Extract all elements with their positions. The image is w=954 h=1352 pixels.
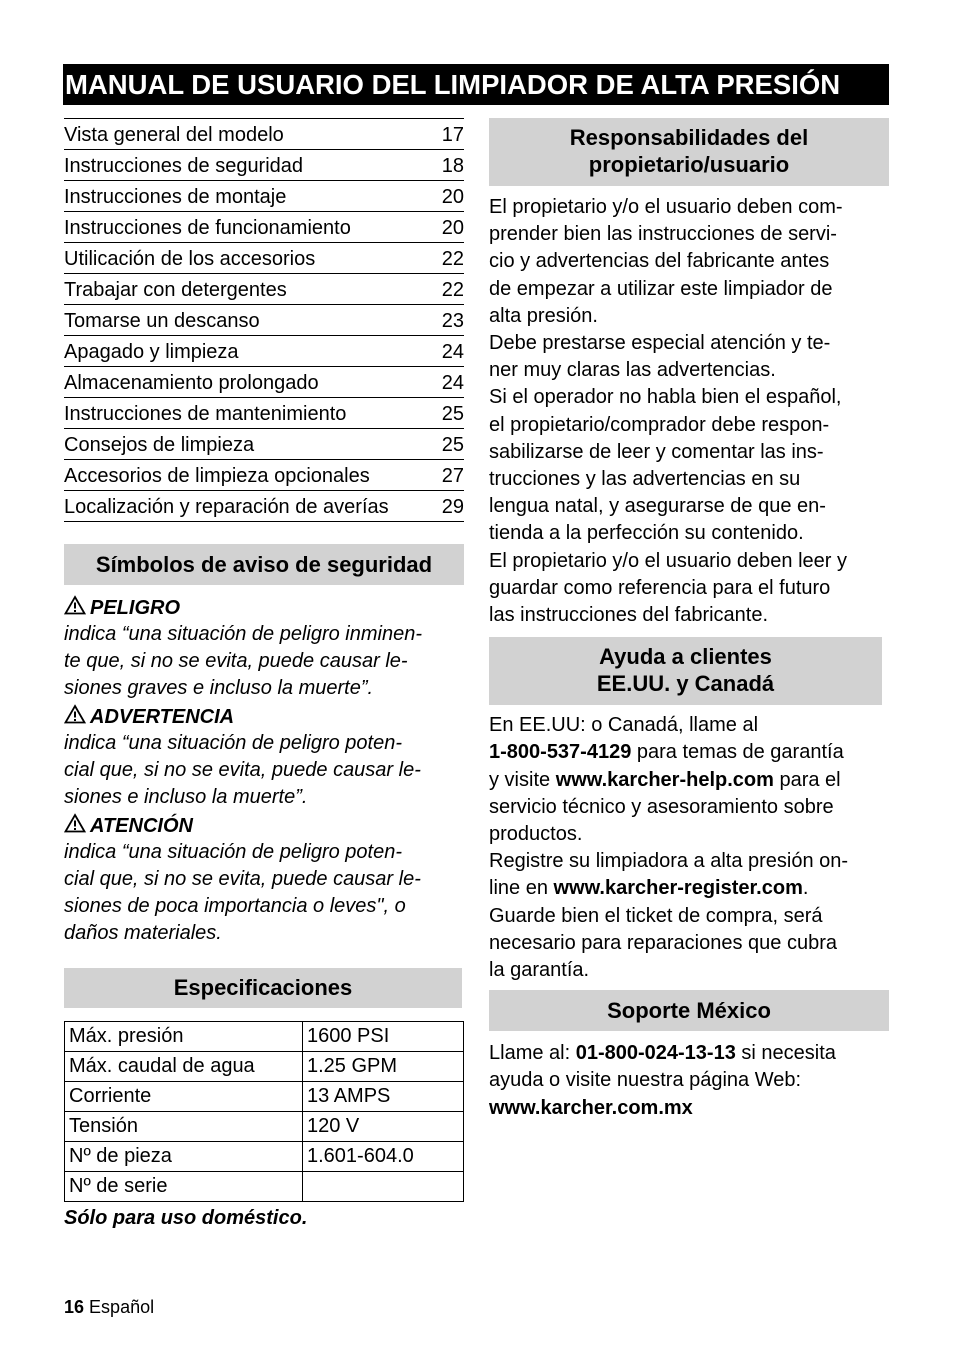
text-fragment: line en (489, 877, 554, 900)
safety-warnings (64, 595, 464, 947)
toc-row[interactable] (64, 243, 464, 274)
toc-label: Tomarse un descanso (64, 309, 260, 332)
toc-row[interactable] (64, 305, 464, 336)
warning-line: indica “una situación de peligro poten- (64, 841, 402, 863)
heading-line: Responsabilidades del (569, 125, 809, 150)
heading-line: propietario/usuario (588, 152, 790, 177)
paragraph-line: sabilizarse de leer y comentar las ins- (489, 440, 824, 463)
paragraph-line: de empezar a utilizar este limpiador de (489, 277, 833, 300)
paragraph-line (489, 767, 889, 794)
toc-row[interactable] (64, 367, 464, 398)
page-number: 16 (64, 1297, 85, 1317)
toc-page: 20 (441, 216, 464, 239)
warning-label-text: ADVERTENCIA (90, 706, 235, 728)
specs-table (64, 1021, 464, 1202)
paragraph-line: lengua natal, y asegurarse de que en- (489, 495, 826, 518)
spec-label: Tensión (65, 1112, 303, 1142)
warning-label-text: ATENCIÓN (90, 815, 193, 837)
table-row (65, 1112, 464, 1142)
paragraph-line: ayuda o visite nuestra página Web: (489, 1069, 802, 1092)
text-fragment: y visite (489, 768, 556, 791)
page-footer (64, 1297, 154, 1318)
warning-line: cial que, si no se evita, puede causar le- (64, 868, 421, 890)
paragraph-line: prender bien las instrucciones de servi- (489, 223, 837, 246)
paragraph-line: necesario para reparaciones que cubra (489, 931, 837, 954)
toc-page: 17 (441, 123, 464, 146)
text-fragment: para temas de garantía (631, 741, 844, 764)
warning-line: indica “una situación de peligro inminen- (64, 623, 422, 645)
table-row (65, 1172, 464, 1202)
right-column (489, 118, 889, 1122)
toc-row[interactable] (64, 119, 464, 150)
toc-label: Instrucciones de mantenimiento (64, 402, 347, 425)
paragraph-line (489, 875, 889, 902)
toc-row[interactable] (64, 150, 464, 181)
toc-row[interactable] (64, 429, 464, 460)
warning-label-danger (64, 595, 464, 621)
table-row (65, 1052, 464, 1082)
toc-page: 18 (441, 154, 464, 177)
specs-heading: Especificaciones (64, 968, 462, 1008)
toc-label: Utilicación de los accesorios (64, 247, 316, 270)
paragraph-line: la garantía. (489, 959, 590, 982)
warning-label-advertencia (64, 704, 464, 730)
warning-line: siones de poca importancia o leves", o (64, 895, 406, 917)
toc-page: 25 (441, 433, 464, 456)
warning-description (64, 839, 464, 947)
paragraph-line: Debe prestarse especial atención y te- (489, 332, 831, 355)
phone-number[interactable]: 1-800-537-4129 (489, 741, 632, 764)
paragraph-line: El propietario y/o el usuario deben leer y (489, 549, 847, 572)
paragraph-line: guardar como referencia para el futuro (489, 576, 831, 599)
warning-triangle-icon (64, 704, 90, 730)
toc-page: 24 (441, 340, 464, 363)
paragraph-line: las instrucciones del fabricante. (489, 604, 769, 627)
warning-description (64, 621, 464, 702)
responsibilities-text (489, 194, 889, 629)
paragraph-line: En EE.UU: o Canadá, llame al (489, 714, 759, 737)
toc-page: 24 (441, 371, 464, 394)
spec-label: Máx. presión (65, 1022, 303, 1052)
page-title: MANUAL DE USUARIO DEL LIMPIADOR DE ALTA PRESIÓN (63, 64, 889, 105)
text-fragment: para el (773, 768, 841, 791)
toc-label: Almacenamiento prolongado (64, 371, 319, 394)
toc-label: Instrucciones de funcionamiento (64, 216, 351, 239)
table-row (65, 1082, 464, 1112)
paragraph-line (489, 739, 889, 766)
responsibilities-heading (489, 118, 889, 186)
warning-label-atencion (64, 813, 464, 839)
paragraph-line: Si el operador no habla bien el español, (489, 386, 842, 409)
paragraph-line: el propietario/comprador debe respon- (489, 413, 830, 436)
left-column (64, 118, 464, 1230)
paragraph-line: Registre su limpiadora a alta presión on- (489, 850, 849, 873)
toc-page: 25 (441, 402, 464, 425)
spec-label: Corriente (65, 1082, 303, 1112)
spec-value: 13 AMPS (303, 1082, 464, 1112)
warning-description (64, 730, 464, 811)
warning-label-text: PELIGRO (90, 597, 181, 619)
warning-triangle-icon (64, 813, 90, 839)
safety-heading: Símbolos de aviso de seguridad (64, 544, 464, 585)
toc-page: 20 (441, 185, 464, 208)
toc-page: 22 (441, 247, 464, 270)
toc-row[interactable] (64, 274, 464, 305)
toc-label: Trabajar con detergentes (64, 278, 287, 301)
table-row (65, 1022, 464, 1052)
mexico-support-text (489, 1040, 889, 1122)
heading-line: Ayuda a clientes (599, 644, 772, 670)
toc-label: Instrucciones de montaje (64, 185, 287, 208)
paragraph-line: servicio técnico y asesoramiento sobre (489, 795, 834, 818)
domestic-use-note: Sólo para uso doméstico. (64, 1207, 308, 1229)
warning-line: siones graves e incluso la muerte”. (64, 677, 374, 699)
toc-row[interactable] (64, 491, 464, 522)
customer-help-heading (489, 637, 882, 705)
heading-line: EE.UU. y Canadá (596, 671, 775, 697)
spec-value: 1.25 GPM (303, 1052, 464, 1082)
phone-number[interactable]: 01-800-024-13-13 (575, 1042, 736, 1065)
spec-label: Nº de pieza (65, 1142, 303, 1172)
register-website-link[interactable]: www.karcher-register.com (553, 877, 803, 900)
toc-label: Apagado y limpieza (64, 340, 239, 363)
toc-row[interactable] (64, 181, 464, 212)
toc-row[interactable] (64, 398, 464, 429)
toc-page: 22 (441, 278, 464, 301)
paragraph-line: ner muy claras las advertencias. (489, 359, 776, 382)
table-row (65, 1142, 464, 1172)
toc-label: Consejos de limpieza (64, 433, 255, 456)
toc-page: 27 (441, 464, 464, 487)
spec-value: 120 V (303, 1112, 464, 1142)
paragraph-line: Guarde bien el ticket de compra, será (489, 904, 823, 927)
toc-page: 23 (441, 309, 464, 332)
paragraph-line: trucciones y las advertencias en su (489, 468, 801, 491)
toc-row[interactable] (64, 212, 464, 243)
warning-triangle-icon (64, 595, 90, 621)
paragraph-line: El propietario y/o el usuario deben com- (489, 196, 843, 218)
toc-label: Accesorios de limpieza opcionales (64, 464, 370, 487)
text-fragment: . (802, 877, 809, 900)
spec-value (303, 1172, 464, 1202)
spec-value: 1.601-604.0 (303, 1142, 464, 1172)
mexico-website-link[interactable]: www.karcher.com.mx (489, 1096, 693, 1119)
toc-row[interactable] (64, 336, 464, 367)
spec-label: Máx. caudal de agua (65, 1052, 303, 1082)
warning-line: cial que, si no se evita, puede causar le- (64, 759, 421, 781)
mexico-support-heading: Soporte México (489, 990, 889, 1031)
paragraph-line: productos. (489, 823, 583, 846)
text-fragment: Llame al: (489, 1042, 576, 1065)
text-fragment: si necesita (735, 1042, 836, 1065)
toc-label: Instrucciones de seguridad (64, 154, 304, 177)
spec-value: 1600 PSI (303, 1022, 464, 1052)
warning-line: indica “una situación de peligro poten- (64, 732, 402, 754)
warning-line: siones e incluso la muerte”. (64, 786, 308, 808)
warning-line: daños materiales. (64, 922, 222, 944)
toc-label: Vista general del modelo (64, 123, 284, 146)
toc-label: Localización y reparación de averías (64, 495, 389, 518)
paragraph-line (489, 1040, 889, 1067)
paragraph-line: cio y advertencias del fabricante antes (489, 250, 830, 273)
warning-line: te que, si no se evita, puede causar le- (64, 650, 408, 672)
table-of-contents (64, 118, 464, 522)
toc-row[interactable] (64, 460, 464, 491)
footer-language: Español (89, 1297, 155, 1317)
customer-help-text (489, 712, 889, 984)
spec-label: Nº de serie (65, 1172, 303, 1202)
paragraph-line: alta presión. (489, 304, 598, 327)
toc-page: 29 (441, 495, 464, 518)
paragraph-line: tienda a la perfección su contenido. (489, 522, 804, 545)
help-website-link[interactable]: www.karcher-help.com (555, 768, 774, 791)
